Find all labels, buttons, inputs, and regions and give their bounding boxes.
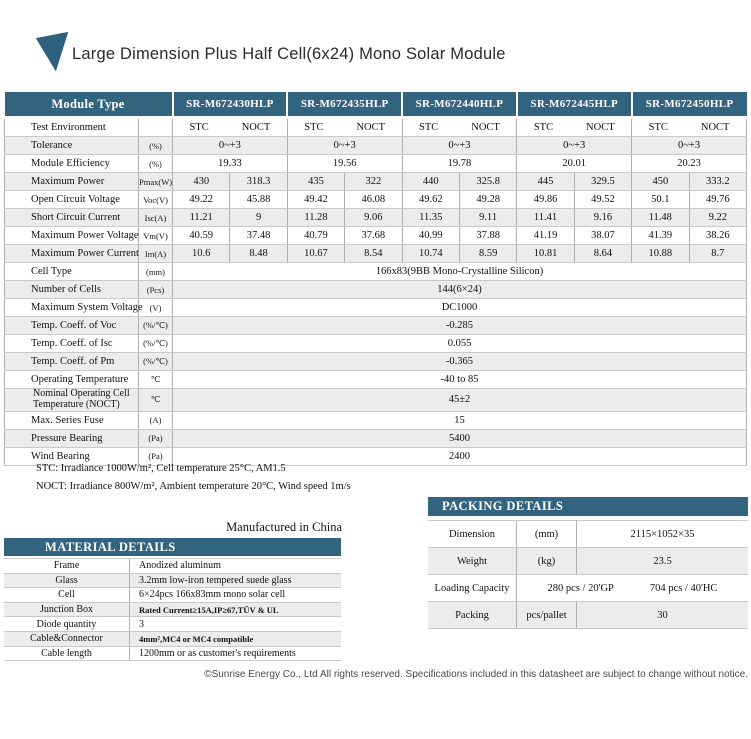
spec-header-row xyxy=(5,92,747,118)
test-condition-notes xyxy=(36,460,351,495)
value-cell: 10.74 xyxy=(402,245,459,263)
row-label: Temp. Coeff. of Voc xyxy=(5,317,139,335)
test-env-cell xyxy=(632,118,747,137)
test-env-cell xyxy=(402,118,517,137)
value-cell: 20.23 xyxy=(632,155,747,173)
packing-capacity-cell xyxy=(517,575,749,602)
row-test-environment xyxy=(5,118,747,137)
value-cell: 435 xyxy=(287,173,344,191)
row-module-efficiency xyxy=(5,155,747,173)
material-label: Diode quantity xyxy=(4,617,130,632)
packing-label: Weight xyxy=(428,548,517,575)
material-value: 3 xyxy=(130,617,342,632)
value-cell: -40 to 85 xyxy=(173,371,747,389)
row-maximum-power-current xyxy=(5,245,747,263)
material-row xyxy=(4,646,341,661)
row-label: Temp. Coeff. of Pm xyxy=(5,353,139,371)
value-cell: 10.6 xyxy=(173,245,230,263)
value-cell: 49.42 xyxy=(287,191,344,209)
value-cell: 45.88 xyxy=(230,191,287,209)
unit-cell: (%) xyxy=(139,137,173,155)
row-label: Short Circuit Current xyxy=(5,209,139,227)
value-cell: 49.76 xyxy=(689,191,746,209)
test-env-cell xyxy=(287,118,402,137)
value-cell: 37.68 xyxy=(345,227,402,245)
test-env-cell xyxy=(517,118,632,137)
note-stc: STC: Irradiance 1000W/m², Cell temperature 25°C, AM1.5 xyxy=(36,463,286,474)
packing-unit: (kg) xyxy=(517,548,577,575)
packing-row xyxy=(428,521,748,548)
row-number-of-cells xyxy=(5,281,747,299)
page-title: Large Dimension Plus Half Cell(6x24) Mono Solar Module xyxy=(72,45,506,63)
value-cell: 41.19 xyxy=(517,227,574,245)
value-cell: 9.22 xyxy=(689,209,746,227)
value-cell: 329.5 xyxy=(574,173,631,191)
unit-cell: (%/℃) xyxy=(139,317,173,335)
row-temp-coeff-isc xyxy=(5,335,747,353)
unit-cell: Pmax(W) xyxy=(139,173,173,191)
packing-unit: (mm) xyxy=(517,521,577,548)
value-cell: 2400 xyxy=(173,447,747,465)
packing-unit: pcs/pallet xyxy=(517,602,577,629)
row-label: Maximum Power Current xyxy=(5,245,139,263)
note-noct: NOCT: Irradiance 800W/m², Ambient temperature 20°C, Wind speed 1m/s xyxy=(36,480,351,492)
material-row xyxy=(4,602,341,617)
value-cell: 10.67 xyxy=(287,245,344,263)
noct-label: NOCT xyxy=(356,122,386,133)
packing-row xyxy=(428,575,748,602)
test-env-cell xyxy=(173,118,288,137)
material-label: Cable length xyxy=(4,646,130,661)
noct-label: NOCT xyxy=(586,122,615,133)
row-cell-type xyxy=(5,263,747,281)
model-column-header: SR-M672435HLP xyxy=(287,92,402,118)
material-label: Cable&Connector xyxy=(4,631,130,646)
footer-copyright: ©Sunrise Energy Co., Ltd All rights reserved. Specifications included in this datasheet are subject to change without notice. xyxy=(204,669,748,680)
row-label: Maximum System Voltage xyxy=(5,299,139,317)
unit-cell: (V) xyxy=(139,299,173,317)
unit-cell: (%/℃) xyxy=(139,335,173,353)
value-cell: 50.1 xyxy=(632,191,689,209)
packing-row xyxy=(428,602,748,629)
value-cell: 322 xyxy=(345,173,402,191)
row-label: Open Circuit Voltage xyxy=(5,191,139,209)
row-label: Nominal Operating Cell Temperature (NOCT) xyxy=(5,389,139,412)
material-value: Rated Current≥15A,IP≥67,TÜV & UL xyxy=(130,602,342,617)
value-cell: 8.54 xyxy=(345,245,402,263)
row-temp-coeff-voc xyxy=(5,317,747,335)
row-label: Cell Type xyxy=(5,263,139,281)
packing-value: 23.5 xyxy=(577,548,749,575)
material-label: Cell xyxy=(4,588,130,603)
unit-cell: (Pa) xyxy=(139,447,173,465)
value-cell: 19.78 xyxy=(402,155,517,173)
value-cell: 450 xyxy=(632,173,689,191)
value-cell: 166x83(9BB Mono-Crystalline Silicon) xyxy=(173,263,747,281)
unit-cell: (mm) xyxy=(139,263,173,281)
packing-label: Loading Capacity xyxy=(428,575,517,602)
value-cell: 0~+3 xyxy=(632,137,747,155)
material-label: Frame xyxy=(4,559,130,574)
row-noct-temperature xyxy=(5,389,747,412)
unit-cell: Voc(V) xyxy=(139,191,173,209)
value-cell: 40.59 xyxy=(173,227,230,245)
value-cell: 40.79 xyxy=(287,227,344,245)
value-cell: 49.86 xyxy=(517,191,574,209)
material-row xyxy=(4,617,341,632)
packing-value: 2115×1052×35 xyxy=(577,521,749,548)
row-temp-coeff-pm xyxy=(5,353,747,371)
value-cell: 9.16 xyxy=(574,209,631,227)
value-cell: -0.365 xyxy=(173,353,747,371)
row-maximum-power xyxy=(5,173,747,191)
spec-table xyxy=(4,92,747,466)
model-column-header: SR-M672445HLP xyxy=(517,92,632,118)
material-label: Junction Box xyxy=(4,602,130,617)
packing-table xyxy=(428,520,748,629)
brand-triangle-icon xyxy=(35,31,69,73)
value-cell: 8.59 xyxy=(459,245,516,263)
value-cell: 0~+3 xyxy=(517,137,632,155)
value-cell: 8.7 xyxy=(689,245,746,263)
material-label: Glass xyxy=(4,573,130,588)
value-cell: -0.285 xyxy=(173,317,747,335)
value-cell: DC1000 xyxy=(173,299,747,317)
value-cell: 41.39 xyxy=(632,227,689,245)
unit-cell: (A) xyxy=(139,411,173,429)
row-open-circuit-voltage xyxy=(5,191,747,209)
material-value: 6×24pcs 166x83mm mono solar cell xyxy=(130,588,342,603)
unit-cell xyxy=(139,118,173,137)
value-cell: 430 xyxy=(173,173,230,191)
value-cell: 11.21 xyxy=(173,209,230,227)
value-cell: 49.62 xyxy=(402,191,459,209)
value-cell: 49.22 xyxy=(173,191,230,209)
value-cell: 38.26 xyxy=(689,227,746,245)
value-cell: 10.81 xyxy=(517,245,574,263)
row-label: Operating Temperature xyxy=(5,371,139,389)
material-table xyxy=(4,558,341,661)
unit-cell: (%) xyxy=(139,155,173,173)
noct-label: NOCT xyxy=(241,122,271,133)
value-cell: 0~+3 xyxy=(402,137,517,155)
noct-label: NOCT xyxy=(471,122,500,133)
value-cell: 46.08 xyxy=(345,191,402,209)
noct-label: NOCT xyxy=(700,122,730,133)
capacity-20gp: 280 pcs / 20'GP xyxy=(547,582,614,594)
row-label: Max. Series Fuse xyxy=(5,411,139,429)
value-cell: 144(6×24) xyxy=(173,281,747,299)
model-column-header: SR-M672440HLP xyxy=(402,92,517,118)
value-cell: 10.88 xyxy=(632,245,689,263)
row-tolerance xyxy=(5,137,747,155)
material-value: 4mm²,MC4 or MC4 compatible xyxy=(130,631,342,646)
material-row xyxy=(4,588,341,603)
value-cell: 0.055 xyxy=(173,335,747,353)
material-details-title: MATERIAL DETAILS xyxy=(45,538,176,558)
row-max-system-voltage xyxy=(5,299,747,317)
value-cell: 325.8 xyxy=(459,173,516,191)
packing-details-title: PACKING DETAILS xyxy=(442,497,563,518)
value-cell: 318.3 xyxy=(230,173,287,191)
packing-details-section xyxy=(428,497,748,629)
material-details-title-bar xyxy=(4,538,341,556)
stc-label: STC xyxy=(533,122,554,133)
unit-cell: Isc(A) xyxy=(139,209,173,227)
value-cell: 9.11 xyxy=(459,209,516,227)
material-value: Anodized aluminum xyxy=(130,559,342,574)
model-column-header: SR-M672450HLP xyxy=(632,92,747,118)
stc-label: STC xyxy=(419,122,439,133)
material-details-section xyxy=(4,538,341,661)
value-cell: 9.06 xyxy=(345,209,402,227)
value-cell: 15 xyxy=(173,411,747,429)
value-cell: 49.28 xyxy=(459,191,516,209)
capacity-40hc: 704 pcs / 40'HC xyxy=(649,582,718,594)
value-cell: 37.88 xyxy=(459,227,516,245)
row-label: Test Environment xyxy=(5,118,139,137)
unit-cell: Im(A) xyxy=(139,245,173,263)
value-cell: 440 xyxy=(402,173,459,191)
value-cell: 0~+3 xyxy=(287,137,402,155)
value-cell: 445 xyxy=(517,173,574,191)
value-cell: 45±2 xyxy=(173,389,747,412)
row-label: Temp. Coeff. of Isc xyxy=(5,335,139,353)
value-cell: 0~+3 xyxy=(173,137,288,155)
value-cell: 8.48 xyxy=(230,245,287,263)
row-label: Maximum Power xyxy=(5,173,139,191)
unit-cell: (Pa) xyxy=(139,429,173,447)
packing-details-title-bar xyxy=(428,497,748,516)
manufactured-note: Manufactured in China xyxy=(226,520,342,534)
packing-row xyxy=(428,548,748,575)
value-cell: 20.01 xyxy=(517,155,632,173)
value-cell: 11.48 xyxy=(632,209,689,227)
value-cell: 8.64 xyxy=(574,245,631,263)
unit-cell: Vm(V) xyxy=(139,227,173,245)
value-cell: 5400 xyxy=(173,429,747,447)
packing-label: Dimension xyxy=(428,521,517,548)
row-label: Tolerance xyxy=(5,137,139,155)
value-cell: 19.56 xyxy=(287,155,402,173)
stc-label: STC xyxy=(189,122,209,133)
packing-label: Packing xyxy=(428,602,517,629)
material-row xyxy=(4,573,341,588)
value-cell: 11.41 xyxy=(517,209,574,227)
value-cell: 37.48 xyxy=(230,227,287,245)
row-pressure-bearing xyxy=(5,429,747,447)
row-label: Number of Cells xyxy=(5,281,139,299)
stc-label: STC xyxy=(304,122,324,133)
stc-label: STC xyxy=(648,122,668,133)
row-label: Module Efficiency xyxy=(5,155,139,173)
unit-cell: (Pcs) xyxy=(139,281,173,299)
unit-cell: ℃ xyxy=(139,371,173,389)
value-cell: 19.33 xyxy=(173,155,288,173)
model-column-header: SR-M672430HLP xyxy=(173,92,288,118)
value-cell: 11.35 xyxy=(402,209,459,227)
row-label: Pressure Bearing xyxy=(5,429,139,447)
packing-value: 30 xyxy=(577,602,749,629)
row-short-circuit-current xyxy=(5,209,747,227)
value-cell: 49.52 xyxy=(574,191,631,209)
value-cell: 38.07 xyxy=(574,227,631,245)
row-maximum-power-voltage xyxy=(5,227,747,245)
material-value: 1200mm or as customer's requirements xyxy=(130,646,342,661)
material-value: 3.2mm low-iron tempered suede glass xyxy=(130,573,342,588)
unit-cell: ℃ xyxy=(139,389,173,412)
module-type-header: Module Type xyxy=(5,92,173,118)
value-cell: 40.99 xyxy=(402,227,459,245)
row-operating-temperature xyxy=(5,371,747,389)
row-max-series-fuse xyxy=(5,411,747,429)
row-label: Maximum Power Voltage xyxy=(5,227,139,245)
material-row xyxy=(4,559,341,574)
material-row xyxy=(4,631,341,646)
unit-cell: (%/℃) xyxy=(139,353,173,371)
value-cell: 9 xyxy=(230,209,287,227)
value-cell: 11.28 xyxy=(287,209,344,227)
row-label: Wind Bearing xyxy=(5,447,139,465)
value-cell: 333.2 xyxy=(689,173,746,191)
